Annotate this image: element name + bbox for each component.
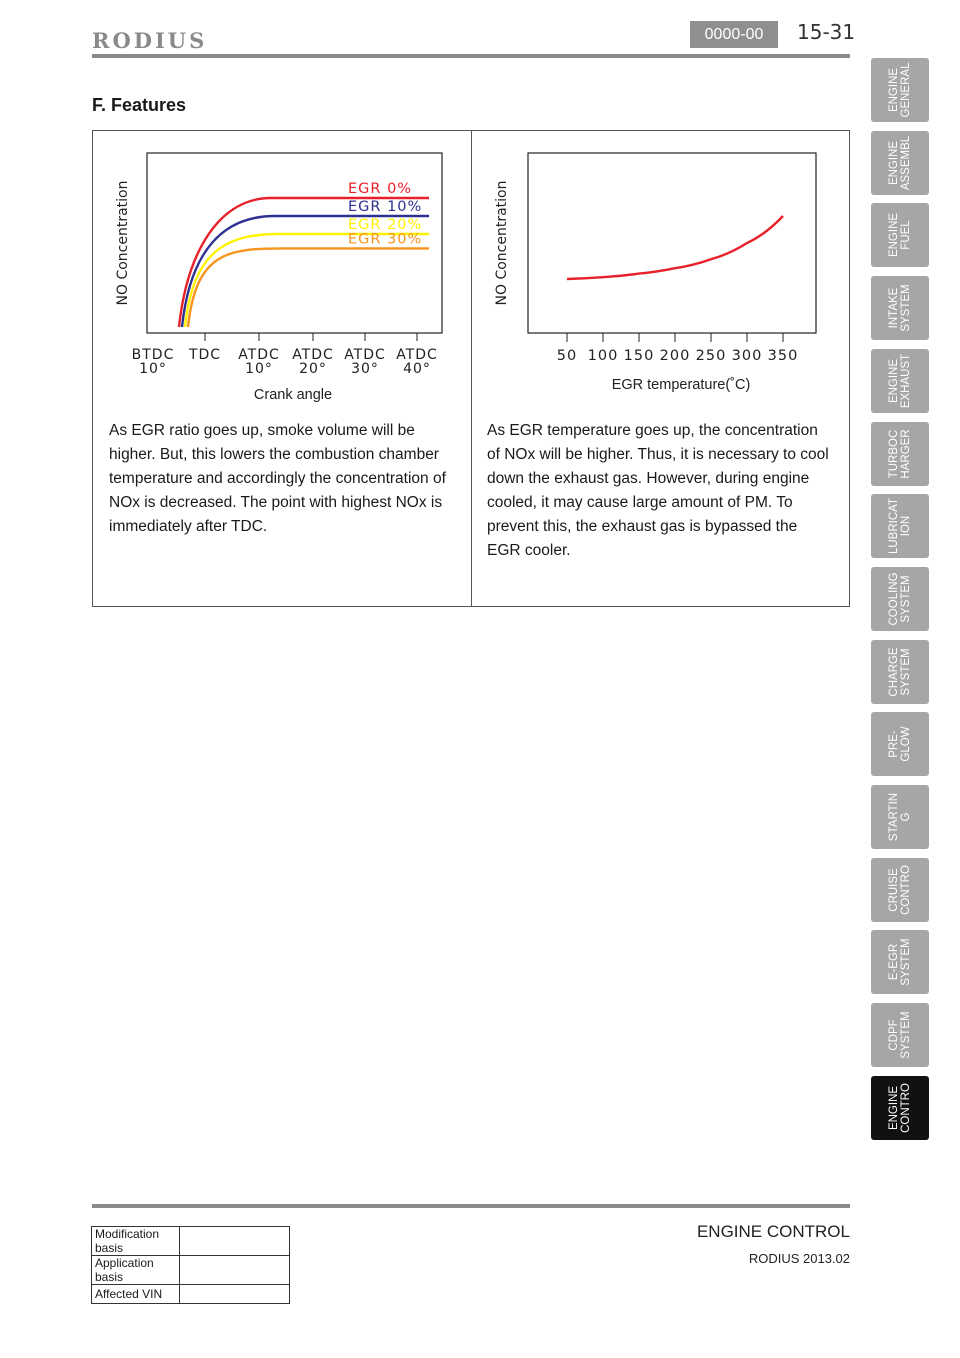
chapter-tab[interactable] <box>871 1076 929 1140</box>
chapter-tab-label: COOLING SYSTEM <box>888 572 912 626</box>
chapter-tab[interactable] <box>871 276 929 340</box>
chapter-tab[interactable] <box>871 203 929 267</box>
footer-divider <box>92 1204 850 1208</box>
chapter-tab-label: ENGINE GENERAL <box>888 62 912 118</box>
series-label: EGR 20% <box>348 217 423 233</box>
x-tick-label: 30° <box>351 361 379 377</box>
chapter-tab-label: LUBRICAT ION <box>888 498 912 555</box>
egr-ratio-description: As EGR ratio goes up, smoke volume will be higher. But, this lowers the combustion chamber temperature and accordingly the concentration of NOx is decreased. The point with highest NOx is immediately after TDC. <box>109 422 446 535</box>
chapter-tab-label: CHARGE SYSTEM <box>888 646 912 697</box>
x-tick-label: 10° <box>139 361 167 377</box>
x-tick-label: BTDC <box>131 347 175 363</box>
chapter-tab-label: ENGINE EXHAUST <box>888 353 912 408</box>
x-axis-label: Crank angle <box>253 387 333 403</box>
chapter-tab[interactable] <box>871 712 929 776</box>
section-title: F. Features <box>92 95 187 115</box>
series-line <box>188 248 429 327</box>
features-panel <box>92 130 850 607</box>
x-tick-label: ATDC <box>344 347 386 363</box>
modification-table <box>91 1226 290 1304</box>
series-label: EGR 30% <box>348 231 423 248</box>
brand-logo: RODIUS <box>92 28 208 53</box>
x-tick-label: ATDC <box>292 347 334 363</box>
x-tick-label: 50 <box>556 348 578 364</box>
x-tick-label: 10° <box>245 361 273 377</box>
footer-chapter-title: ENGINE CONTROL <box>696 1222 850 1241</box>
chapter-tab[interactable] <box>871 494 929 558</box>
chapter-tab[interactable] <box>871 58 929 122</box>
series-line <box>567 216 783 279</box>
table-cell-value <box>180 1227 290 1256</box>
chapter-tab-label: CRUISE CONTRO <box>888 864 912 915</box>
chapter-tab[interactable] <box>871 858 929 922</box>
x-tick-label: 100 <box>587 348 619 364</box>
chapter-tab-label: TURBOC HARGER <box>888 428 912 479</box>
chapter-tab-label: ENGINE CONTRO <box>888 1082 912 1133</box>
x-tick-label: 350 <box>767 348 799 364</box>
x-tick-label: 250 <box>695 348 727 364</box>
series-label: EGR 0% <box>348 181 413 197</box>
page-number: 15-31 <box>797 20 856 44</box>
table-row <box>92 1256 290 1285</box>
table-row <box>92 1227 290 1256</box>
table-cell-label: Modification basis <box>92 1227 180 1256</box>
x-tick-label: ATDC <box>238 347 280 363</box>
y-axis-label: NO Concentration <box>494 180 510 306</box>
chapter-tab-label: ENGINE ASSEMBL <box>888 135 912 190</box>
chapter-tab[interactable] <box>871 349 929 413</box>
x-axis-label: EGR temperature(˚C) <box>611 377 751 393</box>
x-tick-label: 200 <box>659 348 691 364</box>
plot-frame <box>528 153 816 333</box>
chapter-tab[interactable] <box>871 1003 929 1067</box>
chapter-tab-label: E-EGR SYSTEM <box>888 938 912 987</box>
chapter-tab-label: PRE- GLOW <box>888 726 912 762</box>
x-tick-label: 300 <box>731 348 763 364</box>
footer-model-date: RODIUS 2013.02 <box>748 1251 850 1266</box>
x-tick-label: TDC <box>188 347 222 363</box>
table-cell-label: Application basis <box>92 1256 180 1285</box>
egr-ratio-chart <box>93 131 471 411</box>
egr-temperature-chart <box>472 131 849 411</box>
table-row <box>92 1285 290 1304</box>
x-tick-label: 20° <box>299 361 327 377</box>
chapter-tab-label: ENGINE FUEL <box>888 213 912 258</box>
table-cell-value <box>180 1256 290 1285</box>
chapter-tab[interactable] <box>871 785 929 849</box>
chapter-tab[interactable] <box>871 930 929 994</box>
table-cell-label: Affected VIN <box>92 1285 180 1304</box>
series-label: EGR 10% <box>348 199 423 215</box>
header-divider <box>92 54 850 58</box>
chapter-tab[interactable] <box>871 422 929 486</box>
x-tick-label: 40° <box>403 361 431 377</box>
chapter-tab[interactable] <box>871 131 929 195</box>
x-tick-label: ATDC <box>396 347 438 363</box>
x-tick-label: 150 <box>623 348 655 364</box>
chapter-tab-label: STARTIN G <box>888 792 912 842</box>
section-code-badge: 0000-00 <box>690 21 778 48</box>
chapter-tab[interactable] <box>871 640 929 704</box>
y-axis-label: NO Concentration <box>115 180 131 306</box>
chapter-tab-label: CDPF SYSTEM <box>888 1011 912 1059</box>
chapter-tab[interactable] <box>871 567 929 631</box>
table-cell-value <box>180 1285 290 1304</box>
egr-temperature-description: As EGR temperature goes up, the concentration of NOx will be higher. Thus, it is necessary to cool down the exhaust gas. However, during engine cooled, it may cause large amount of PM. To prevent this, the exhaust gas is bypassed the EGR cooler. <box>487 422 829 559</box>
chapter-tab-label: INTAKE SYSTEM <box>888 284 912 332</box>
